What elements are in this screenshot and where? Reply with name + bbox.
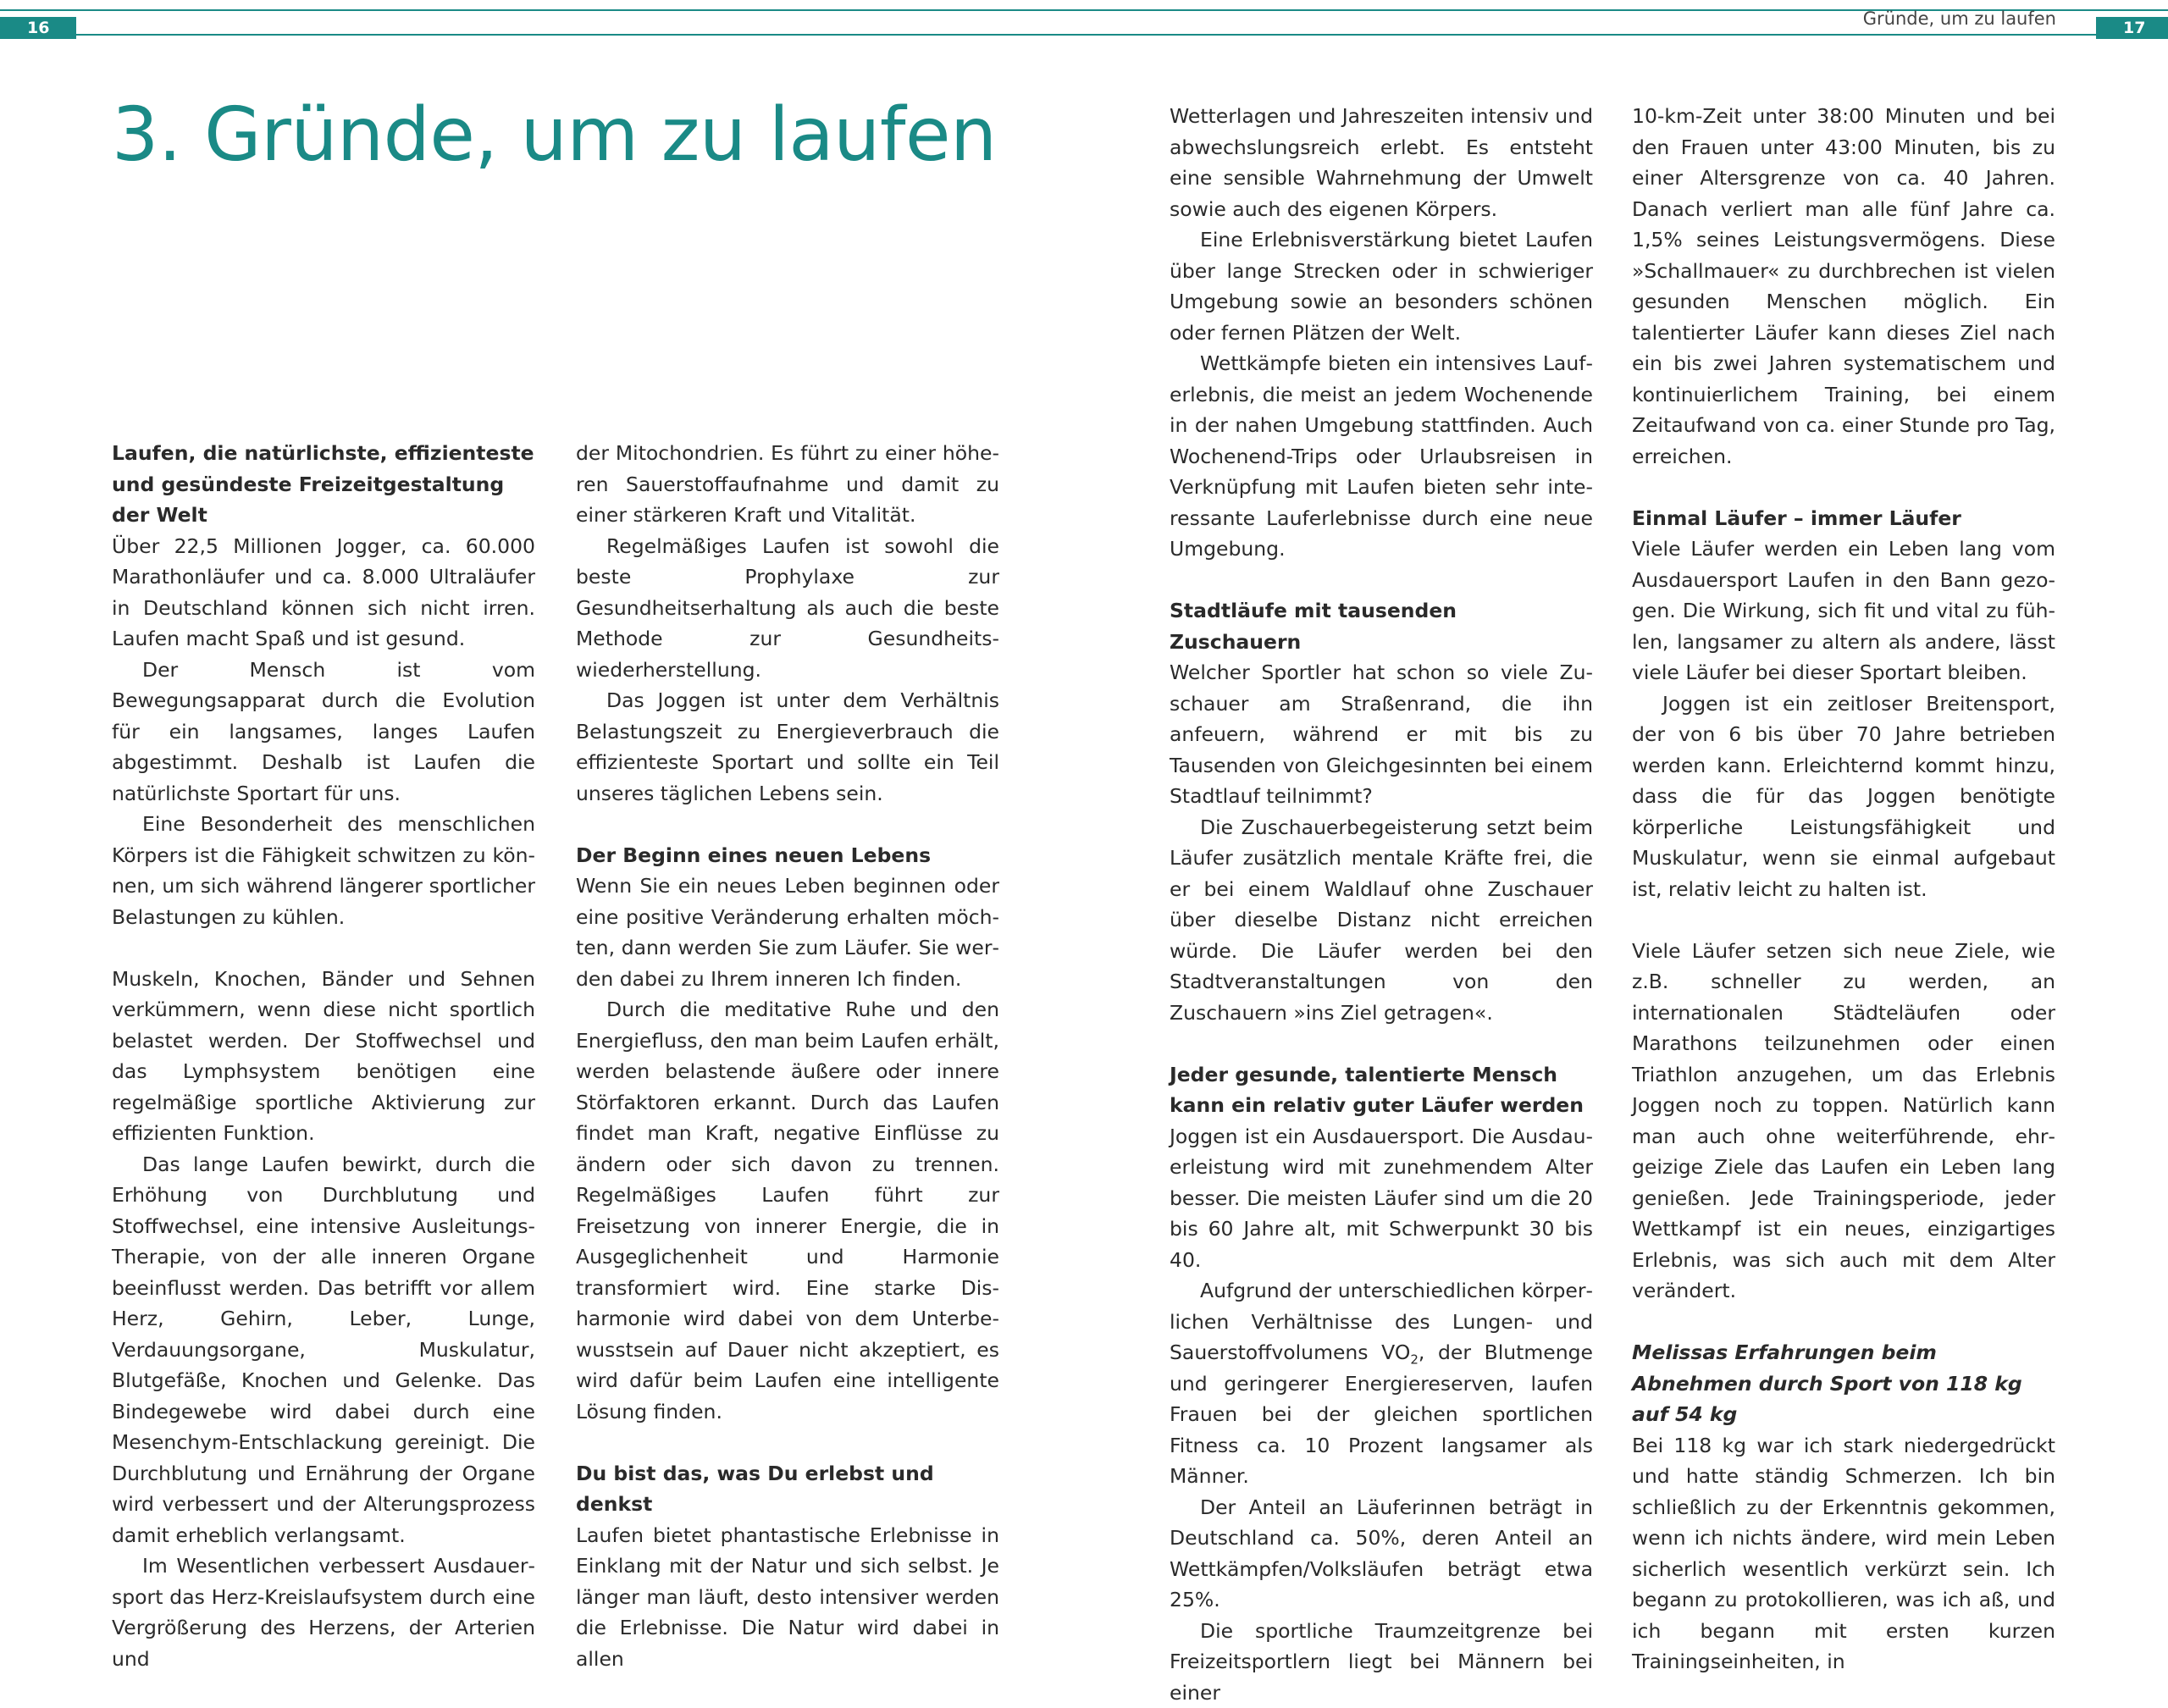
paragraph: Im Wesentlichen verbessert Ausdauersport das Herz-Kreislaufsystem durch eine Vergrößerung des Herzens, der Arterien und bbox=[112, 1550, 535, 1674]
section-heading: Jeder gesunde, talentierte Mensch kann ein relativ guter Läufer werden bbox=[1170, 1059, 1593, 1121]
paragraph: Viele Läufer setzen sich neue Ziele, wie z.B. schneller zu werden, an internationalen Städteläufen oder Marathons teilzunehmen oder einen Triathlon anzugehen, um das Erlebnis Joggen noch zu toppen. Natürlich kann man auch ohne weiterführende, ehrgeizige Ziele das Laufen ein Leben lang genießen. Jede Trainingsperiode, jeder Wettkampf ist ein neues, einzigartiges Erlebnis, was sich auch mit dem Alter verändert. bbox=[1632, 936, 2055, 1307]
paragraph: Joggen ist ein Ausdauersport. Die Ausdauerleistung wird mit zunehmendem Alter besser. Die meisten Läufer sind um die 20 bis 60 Jahre alt, mit Schwerpunkt 30 bis 40. bbox=[1170, 1121, 1593, 1276]
paragraph: Wetterlagen und Jahreszeiten intensiv und abwechslungsreich erlebt. Es entsteht eine sensible Wahrnehmung der Umwelt sowie auch des eigenen Körpers. bbox=[1170, 101, 1593, 224]
paragraph: Der Mensch ist vom Bewegungsapparat durch die Evolution für ein langsames, langes Laufen abgestimmt. Deshalb ist Laufen die natürlichste Sportart für uns. bbox=[112, 655, 535, 810]
paragraph: Viele Läufer werden ein Leben lang vom Ausdauersport Laufen in den Bann gezogen. Die Wirkung, sich fit und vital zu fühlen, langsamer zu altern als andere, lässt viele Läufer bei dieser Sportart bleiben. bbox=[1632, 533, 2055, 688]
paragraph: Das Joggen ist unter dem Verhältnis Belastungszeit zu Energieverbrauch die effizienteste Sportart und sollte ein Teil unseres täglichen Lebens sein. bbox=[576, 685, 999, 809]
chapter-title: 3. Gründe, um zu laufen bbox=[112, 91, 997, 178]
paragraph: Die sportliche Traumzeitgrenze bei Freizeitsportlern liegt bei Männern bei einer bbox=[1170, 1616, 1593, 1708]
section-heading: Der Beginn eines neuen Lebens bbox=[576, 840, 999, 871]
paragraph: Durch die meditative Ruhe und den Energiefluss, den man beim Laufen erhält, werden belastende äußere oder innere Störfaktoren erkannt. Durch das Laufen findet man Kraft, negative Einflüsse zu ändern oder sich davon zu trennen. Regelmäßiges Laufen führt zur Freisetzung von innerer Energie, die in Ausgeglichenheit und Harmonie transformiert wird. Eine starke Disharmonie wird dabei von dem Unterbewusstsein auf Dauer nicht akzeptiert, es wird dafür beim Laufen eine intelligente Lösung finden. bbox=[576, 994, 999, 1427]
section-heading: Stadtläufe mit tausenden Zuschauern bbox=[1170, 595, 1593, 657]
section-heading: Melissas Erfahrungen beim Abnehmen durch Sport von 118 kg auf 54 kg bbox=[1632, 1337, 2055, 1430]
page-number-left: 16 bbox=[0, 17, 76, 39]
column-1 bbox=[112, 438, 535, 1674]
column-3 bbox=[1170, 101, 1593, 1708]
paragraph: Joggen ist ein zeitloser Breitensport, der von 6 bis über 70 Jahre betrieben werden kann. Erleichternd kommt hinzu, dass die für das Joggen benötigte körperliche Leistungsfähigkeit und Muskulatur, wenn sie einmal aufgebaut ist, relativ leicht zu halten ist. bbox=[1632, 688, 2055, 905]
paragraph: Bei 118 kg war ich stark niedergedrückt und hatte ständig Schmerzen. Ich bin schließlich zu der Erkenntnis gekommen, wenn ich nichts ändere, wird mein Leben sicherlich wesentlich verkürzt sein. Ich begann zu protokollieren, was ich aß, und ich begann mit ersten kurzen Trainingseinheiten, in bbox=[1632, 1430, 2055, 1678]
top-rule bbox=[0, 9, 2168, 11]
paragraph: Eine Besonderheit des menschlichen Körpers ist die Fähigkeit schwitzen zu können, um sich während längerer sportlicher Belastungen zu kühlen. bbox=[112, 809, 535, 932]
column-4 bbox=[1632, 101, 2055, 1678]
paragraph: Eine Erlebnisverstärkung bietet Laufen über lange Strecken oder in schwieriger Umgebung sowie an besonders schönen oder fernen Plätzen der Welt. bbox=[1170, 224, 1593, 348]
paragraph: Über 22,5 Millionen Jogger, ca. 60.000 Marathonläufer und ca. 8.000 Ultraläufer in Deutschland können sich nicht irren. Laufen macht Spaß und ist gesund. bbox=[112, 531, 535, 655]
paragraph: Der Anteil an Läuferinnen beträgt in Deutschland ca. 50%, deren Anteil an Wettkämpfen/Volksläufen beträgt etwa 25%. bbox=[1170, 1492, 1593, 1616]
running-title: Gründe, um zu laufen bbox=[1863, 8, 2056, 29]
paragraph: Aufgrund der unterschiedlichen körperlichen Verhältnisse des Lungen- und Sauerstoffvolumens $VO_2$, der Blutmenge und geringerer Energiereserven, laufen Frauen bei der gleichen sportlichen Fitness ca. 10 Prozent langsamer als Männer. bbox=[1170, 1275, 1593, 1492]
section-heading: Laufen, die natürlichste, effizienteste und gesündeste Freizeitgestaltung der Welt bbox=[112, 438, 535, 531]
page-number-right: 17 bbox=[2096, 17, 2168, 39]
paragraph: Das lange Laufen bewirkt, durch die Erhöhung von Durchblutung und Stoffwechsel, eine intensive Ausleitungs-Therapie, von der alle inneren Organe beeinflusst werden. Das betrifft vor allem Herz, Gehirn, Leber, Lunge, Verdauungsorgane, Muskulatur, Blutgefäße, Knochen und Gelenke. Das Bindegewebe wird dabei durch eine Mesenchym-Entschlackung gereinigt. Die Durchblutung und Ernährung der Organe wird verbessert und der Alterungsprozess damit erheblich verlangsamt. bbox=[112, 1149, 535, 1551]
paragraph: 10-km-Zeit unter 38:00 Minuten und bei den Frauen unter 43:00 Minuten, bis zu einer Altersgrenze von ca. 40 Jahren. Danach verliert man alle fünf Jahre ca. 1,5% seines Leistungsvermögens. Diese »Schallmauer« zu durchbrechen ist vielen gesunden Menschen möglich. Ein talentierter Läufer kann dieses Ziel nach ein bis zwei Jahren systematischem und kontinuierlichem Training, bei einem Zeitaufwand von ca. einer Stunde pro Tag, erreichen. bbox=[1632, 101, 2055, 472]
paragraph: Welcher Sportler hat schon so viele Zuschauer am Straßenrand, die ihn anfeuern, während er mit bis zu Tausenden von Gleichgesinnten bei einem Stadtlauf teilnimmt? bbox=[1170, 657, 1593, 812]
paragraph: Regelmäßiges Laufen ist sowohl die beste Prophylaxe zur Gesundheitserhaltung als auch die beste Methode zur Gesundheitswiederherstellung. bbox=[576, 531, 999, 686]
paragraph: Wettkämpfe bieten ein intensives Lauferlebnis, die meist an jedem Wochenende in der nahen Umgebung stattfinden. Auch Wochenend-Trips oder Urlaubsreisen in Verknüpfung mit Laufen bieten sehr interessante Lauferlebnisse durch eine neue Umgebung. bbox=[1170, 348, 1593, 565]
paragraph: Muskeln, Knochen, Bänder und Sehnen verkümmern, wenn diese nicht sportlich belastet werden. Der Stoffwechsel und das Lymphsystem benötigen eine regelmäßige sportliche Aktivierung zur effizienten Funktion. bbox=[112, 964, 535, 1149]
column-2 bbox=[576, 438, 999, 1674]
paragraph: Laufen bietet phantastische Erlebnisse in Einklang mit der Natur und sich selbst. Je länger man läuft, desto intensiver werden die Erlebnisse. Die Natur wird dabei in allen bbox=[576, 1520, 999, 1675]
paragraph: Die Zuschauerbegeisterung setzt beim Läufer zusätzlich mentale Kräfte frei, die er bei einem Waldlauf ohne Zuschauer über dieselbe Distanz nicht erreichen würde. Die Läufer werden bei den Stadtveranstaltungen von den Zuschauern »ins Ziel getragen«. bbox=[1170, 812, 1593, 1029]
header-rule bbox=[0, 34, 2168, 36]
paragraph: Wenn Sie ein neues Leben beginnen oder eine positive Veränderung erhalten möchten, dann werden Sie zum Läufer. Sie werden dabei zu Ihrem inneren Ich finden. bbox=[576, 871, 999, 994]
section-heading: Du bist das, was Du erlebst und denkst bbox=[576, 1458, 999, 1520]
paragraph: der Mitochondrien. Es führt zu einer höheren Sauerstoffaufnahme und damit zu einer stärkeren Kraft und Vitalität. bbox=[576, 438, 999, 531]
section-heading: Einmal Läufer – immer Läufer bbox=[1632, 503, 2055, 534]
